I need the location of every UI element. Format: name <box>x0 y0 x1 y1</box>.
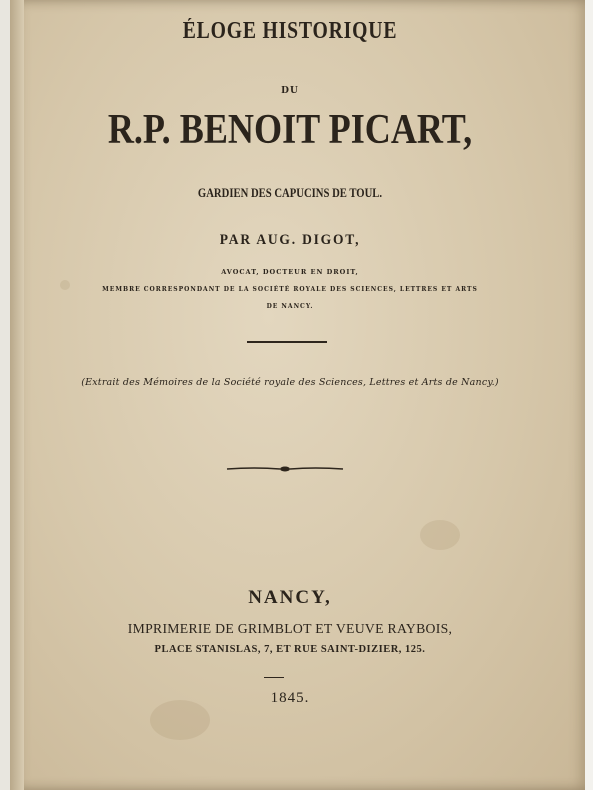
printer-name: IMPRIMERIE DE GRIMBLOT ET VEUVE RAYBOIS, <box>127 622 453 637</box>
author-line: PAR AUG. DIGOT, <box>219 232 361 248</box>
title-subject: R.P. BENOIT PICART, <box>107 107 473 153</box>
title-heading: ÉLOGE HISTORIQUE <box>182 18 398 44</box>
author-credential: AVOCAT, DOCTEUR EN DROIT, <box>221 268 359 276</box>
publication-city: NANCY, <box>248 587 332 608</box>
subject-role: GARDIEN DES CAPUCINS DE TOUL. <box>197 185 383 200</box>
title-du: DU <box>281 86 299 96</box>
author-credential: DE NANCY. <box>266 303 314 310</box>
page-gutter <box>10 0 24 790</box>
publication-year: 1845. <box>270 690 310 706</box>
divider-rule <box>247 341 327 343</box>
author-credential: MEMBRE CORRESPONDANT DE LA SOCIÉTÉ ROYALE DES SCIENCES, LETTRES ET ARTS <box>102 286 478 293</box>
short-rule <box>264 677 284 678</box>
page-stain <box>420 520 460 550</box>
printer-address: PLACE STANISLAS, 7, ET RUE SAINT-DIZIER, 125. <box>154 644 426 655</box>
ornament-divider <box>225 462 345 476</box>
extract-note: (Extrait des Mémoires de la Société royale des Sciences, Lettres et Arts de Nancy.) <box>81 377 499 388</box>
